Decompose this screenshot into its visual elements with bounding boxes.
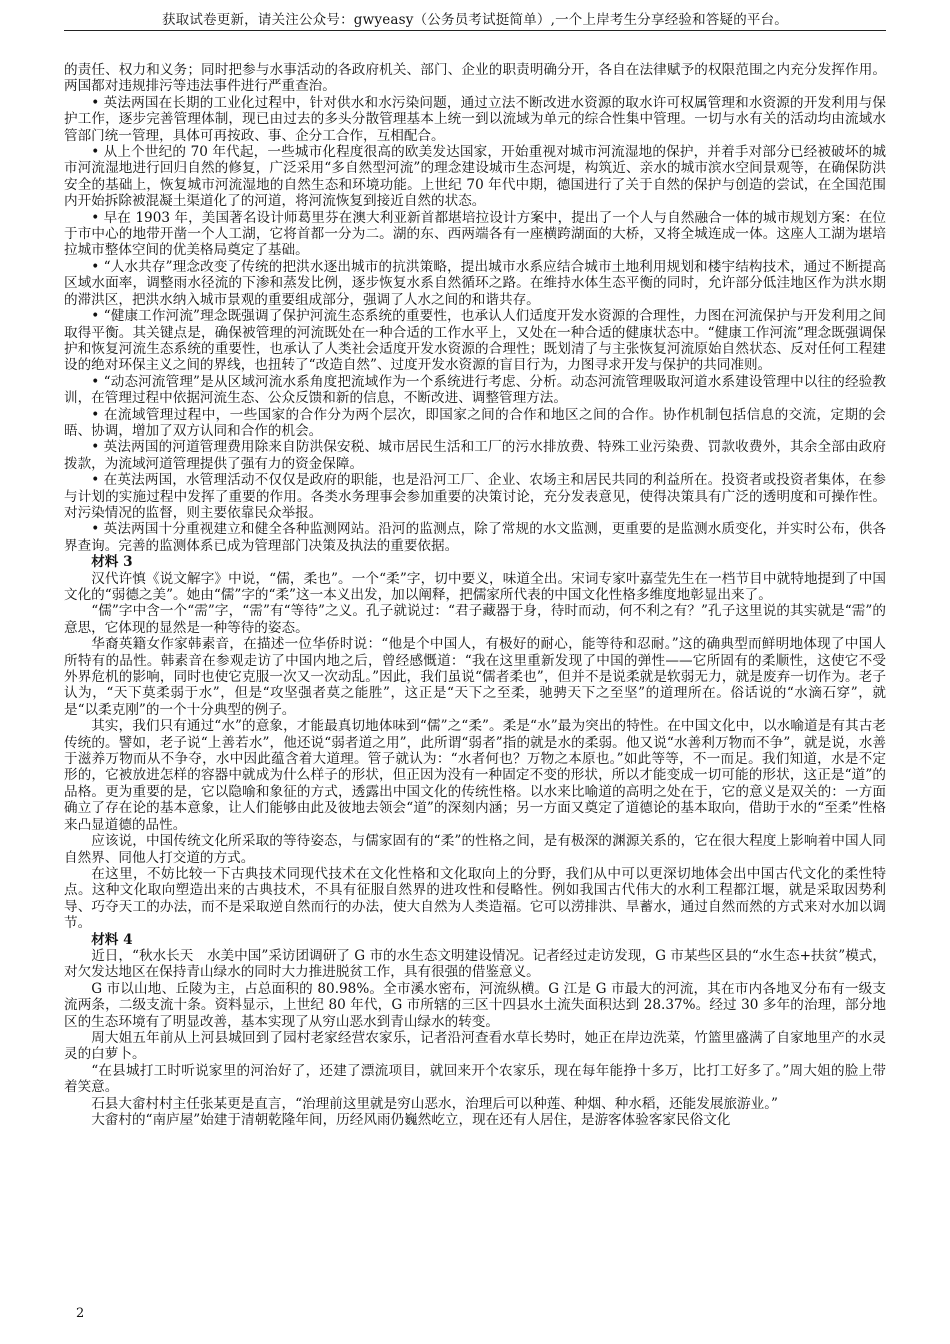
paragraph: 华裔英籍女作家韩素音，在描述一位华侨时说：“他是个中国人，有极好的耐心，能等待和忍耐。”这的确典型而鲜明地体现了中国人所特有的品性。韩素音在参观走访了中国内地之后，曾经感慨道：“我在这里重新发现了中国的弹性——它所固有的柔顺性，这使它不受外界危机的影响，同时也使它克服一次又一次动乱。”因此，我们虽说“儒者柔也”，但并不是说柔就是软弱无力，就是废弃一切作为。老子认为，“天下莫柔弱于水”，但是“攻坚强者莫之能胜”，这正是“天下之至柔，驰骋天下之至坚”的道理所在。俗话说的“水滴石穿”，就是“以柔克刚”的一个十分典型的例子。 [64, 636, 886, 718]
document-body [64, 62, 886, 1128]
paragraph: • 英法两国在长期的工业化过程中，针对供水和水污染问题，通过立法不断改进水资源的取水许可权属管理和水资源的开发利用与保护工作，逐步完善管理体制，现已由过去的多头分散管理基本上统一到以流域为单元的综合性集中管理。一切与水有关的活动均由流域水管部门统一管理，具体可再按政、事、企分工合作，互相配合。 [64, 94, 886, 144]
paragraph: 周大姐五年前从上河县城回到了园村老家经营农家乐，记者沿河查看水草长势时，她正在岸边洗菜，竹篮里盛满了自家地里产的水灵灵的白萝卜。 [64, 1029, 886, 1063]
paragraph: 应该说，中国传统文化所采取的等待姿态，与儒家固有的“柔”的性格之间，是有极深的渊源关系的，它在很大程度上影响着中国人同自然界、同他人打交道的方式。 [64, 833, 886, 866]
paragraph: • 英法两国的河道管理费用除来自防洪保安税、城市居民生活和工厂的污水排放费、特殊工业污染费、罚款收费外，其余全部由政府拨款，为流域河道管理提供了强有力的资金保障。 [64, 439, 886, 472]
paragraph: • “动态河流管理”是从区域河流水系角度把流域作为一个系统进行考虑、分析。动态河流管理吸取河道水系建设管理中以往的经验教训，在管理过程中依据河流生态、公众反馈和新的信息，不断改进、调整管理方法。 [64, 373, 886, 407]
paragraph: 汉代许慎《说文解字》中说，“儒，柔也”。一个“柔”字，切中要义，味道全出。宋词专家叶嘉莹先生在一档节目中就特地提到了中国文化的“弱德之美”。她由“儒”字的“柔”这一本义出发，加以阐释，把儒家所代表的中国文化性格多维度地彰显出来了。 [64, 570, 886, 603]
paragraph: 大畲村的“南庐屋”始建于清朝乾隆年间，历经风雨仍巍然屹立，现在还有人居住，是游客体验客家民俗文化 [91, 1112, 731, 1128]
paragraph: • 早在 1903 年，美国著名设计师葛里芬在澳大利亚新首都堪培拉设计方案中，提出了一个人与自然融合一体的城市规划方案：在位于市中心的地带开凿一个人工湖，它将首都一分为二。湖的东、西两端各有一座横跨湖面的大桥，又将全城连成一体。这座人工湖为堪培拉城市整体空间的优美格局奠定了基础。 [64, 209, 886, 259]
paragraph: • “人水共存”理念改变了传统的把洪水逐出城市的抗洪策略，提出城市水系应结合城市土地利用规划和楼宇结构技术，通过不断提高区域水面率，调整雨水径流的下渗和蒸发比例，逐步恢复水系自然循环之路。在维持水体生态平衡的同时，允许部分低洼地区作为洪水期的滞洪区，把洪水纳入城市景观的重要组成部分，强调了人水之间的和谐共存。 [64, 258, 886, 308]
paragraph: • “健康工作河流”理念既强调了保护河流生态系统的重要性，也承认人们适度开发水资源的合理性，力图在河流保护与开发利用之间取得平衡。其关键点是，确保被管理的河流既处在一种合适的工作水平上，又处在一种合适的健康状态中。“健康工作河流”理念既强调保护和恢复河流生态系统的重要性，也承认了人类社会适度开发水资源的合理性；既划清了与主张恢复河流原始自然状态、反对任何工程建设的绝对环保主义之间的界线，也扭转了“改造自然”、过度开发水资源的盲目行为，力图寻求开发与保护的共同准则。 [64, 308, 886, 374]
section-title: 材料 4 [91, 931, 133, 948]
header-divider [64, 30, 886, 31]
paragraph: • 从上个世纪的 70 年代起，一些城市化程度很高的欧美发达国家，开始重视对城市河流湿地的保护，并着手对部分已经被破坏的城市河流湿地进行回归自然的修复，广泛采用“多自然型河流”的理念建设城市生态河堤，构筑近、亲水的城市滨水空间景观等，在确保防洪安全的基础上，恢复城市河流湿地的自然生态和环境功能。上世纪 70 年代中期，德国进行了关于自然的保护与创造的尝试，在全国范围内开始拆除被混凝土渠道化了的河道，将河流恢复到接近自然的状态。 [64, 144, 886, 210]
paragraph: 石县大畲村村主任张某更是直言，“治理前这里就是穷山恶水，治理后可以种莲、种烟、种水稻，还能发展旅游业。” [91, 1095, 778, 1112]
page-number: 2 [76, 1306, 85, 1321]
paragraph: 在这里，不妨比较一下古典技术同现代技术在文化性格和文化取向上的分野，我们从中可以更深切地体会出中国古代文化的柔性特点。这种文化取向塑造出来的古典技术，不具有征服自然界的进攻性和侵略性。例如我国古代伟大的水利工程都江堰，就是采取因势利导、巧夺天工的办法，而不是采取逆自然而行的办法，使大自然为人类造福。它可以涝排洪、旱蓄水，通过自然而然的方式来对水加以调节。 [64, 865, 886, 932]
paragraph: • 英法两国十分重视建立和健全各种监测网站。沿河的监测点，除了常规的水文监测，更重要的是监测水质变化，并实时公布，供各界查询。完善的监测体系已成为管理部门决策及执法的重要依据。 [64, 521, 886, 554]
paragraph: “在县城打工时听说家里的河治好了，还建了漂流项目，就回来开个农家乐，现在每年能挣十多万，比打工好多了。”周大姐的脸上带着笑意。 [64, 1062, 886, 1096]
paragraph: • 在流域管理过程中，一些国家的合作分为两个层次，即国家之间的合作和地区之间的合作。协作机制包括信息的交流，定期的会晤、协调，增加了双方认同和合作的机会。 [64, 406, 886, 439]
page-header: 获取试卷更新，请关注公众号：gwyeasy（公务员考试挺简单）,一个上岸考生分享经验和答疑的平台。 [161, 12, 788, 28]
paragraph: “儒”字中含一个“需”字，“需”有“等待”之义。孔子就说过：“君子藏器于身，待时而动，何不利之有？”孔子这里说的其实就是“需”的意思，它体现的显然是一种等待的姿态。 [64, 603, 886, 636]
paragraph: 近日，“秋水长天 水美中国”采访团调研了 G 市的水生态文明建设情况。记者经过走访发现，G 市某些区县的“水生态+扶贫”模式，对欠发达地区在保持青山绿水的同时大力推进脱贫工作，具有很强的借鉴意义。 [64, 947, 886, 981]
section-title: 材料 3 [91, 554, 133, 571]
paragraph: • 在英法两国，水管理活动不仅仅是政府的职能，也是沿河工厂、企业、农场主和居民共同的利益所在。投资者或投资者集体，在参与计划的实施过程中发挥了重要的作用。各类水务理事会参加重要的决策讨论，充分发表意见，使得决策具有广泛的透明度和可操作性。对污染情况的监督，则主要依靠民众举报。 [64, 472, 886, 521]
paragraph: G 市以山地、丘陵为主，占总面积的 80.98%。全市溪水密布，河流纵横。G 江是 G 市最大的河流，其在市内各地叉分布有一级支流两条，二级支流十条。资料显示，上世纪 80 年代，G 市所辖的三区十四县水土流失面积达到 28.37%。经过 30 多年的治理，部分地区的生态环境有了明显改善，基本实现了从穷山恶水到青山绿水的转变。 [64, 980, 886, 1030]
paragraph: 其实，我们只有通过“水”的意象，才能最真切地体味到“儒”之“柔”。柔是“水”最为突出的特性。在中国文化中，以水喻道是有其古老传统的。譬如，老子说“上善若水”，他还说“弱者道之用”，此所谓“弱者”指的就是水的柔弱。他又说“水善利万物而不争”，就是说，水善于滋养万物而从不争夺，水中因此蕴含着大道理。管子就认为：“水者何也？万物之本原也。”如此等等，不一而足。我们知道，水是不定形的，它被放进怎样的容器中就成为什么样子的形状，但正因为没有一种固定不变的形状，所以才能变成一切可能的形状，这正是“道”的品格。更为重要的是，它以隐喻和象征的方式，透露出中国文化的传统性格。以水来比喻道的高明之处在于，它的意义是双关的：一方面确立了存在论的基本意象，让人们能够由此及彼地去领会“道”的深刻内涵；另一方面又奠定了道德论的基本取向，借助于水的“至柔”性格来凸显道德的品性。 [64, 718, 886, 833]
paragraph: 的责任、权力和义务；同时把参与水事活动的各政府机关、部门、企业的职责明确分开，各自在法律赋予的权限范围之内充分发挥作用。两国都对违规排污等违法事件进行严重查治。 [64, 62, 886, 95]
